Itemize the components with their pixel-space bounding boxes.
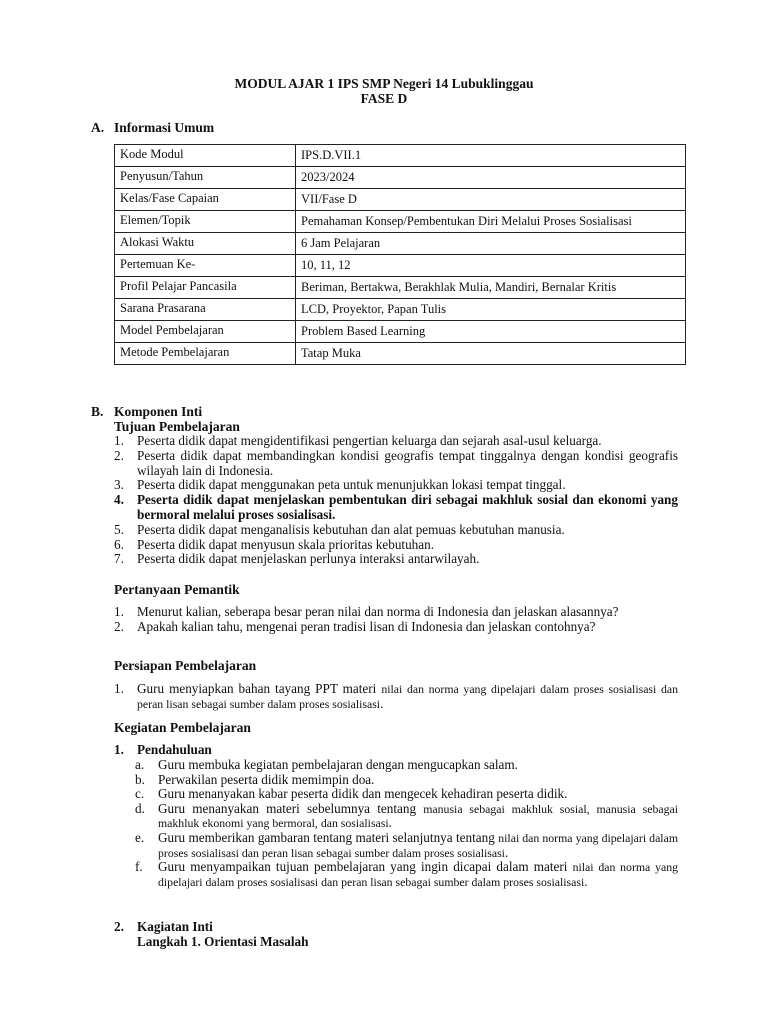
pendahuluan-item-text (158, 831, 678, 860)
persiapan-list (114, 682, 678, 712)
list-item-number: 7. (114, 551, 124, 567)
pendahuluan-item-letter: b. (135, 771, 145, 787)
info-key: Pertemuan Ke- (115, 255, 296, 277)
document-title: MODUL AJAR 1 IPS SMP Negeri 14 Lubuklinggau (234, 76, 534, 91)
pendahuluan-item-text (158, 802, 678, 831)
pendahuluan-item-text-part: Guru memberikan gambaran tentang materi selanjutnya tentang (158, 829, 499, 845)
langkah-title: Langkah 1. Orientasi Masalah (137, 933, 309, 949)
list-item-text: Peserta didik dapat menyusun skala prioritas kebutuhan. (137, 536, 435, 552)
info-row (115, 167, 686, 189)
info-key: Metode Pembelajaran (115, 343, 296, 365)
info-value: Problem Based Learning (296, 321, 686, 343)
list-item-number: 6. (114, 536, 124, 552)
list-item (114, 434, 678, 449)
info-row (115, 343, 686, 365)
inti-title: Kagiatan Inti (137, 919, 213, 934)
pendahuluan-num: 1. (114, 742, 124, 757)
pendahuluan-item-text-part: Guru membuka kegiatan pembelajaran dengan mengucapkan salam. (158, 757, 518, 772)
list-item-text (137, 682, 678, 712)
info-key: Elemen/Topik (115, 211, 296, 233)
list-item (114, 620, 678, 635)
list-item (114, 682, 678, 712)
pendahuluan-heading (114, 743, 678, 758)
list-item (114, 538, 678, 553)
section-b-title: Komponen Inti (114, 404, 203, 419)
pendahuluan-item (135, 773, 678, 788)
info-key: Kode Modul (115, 145, 296, 167)
pendahuluan-item-text-part: Guru menanyakan kabar peserta didik dan mengecek kehadiran peserta didik. (158, 786, 568, 802)
list-item-number: 4. (114, 492, 124, 508)
pendahuluan-item-letter: e. (135, 829, 145, 845)
info-row (115, 277, 686, 299)
info-row (115, 299, 686, 321)
list-item-text: Peserta didik dapat membandingkan kondisi geografis tempat tinggalnya dengan kondisi geografis wilayah lain di Indonesia. (137, 447, 678, 478)
section-a-letter: A. (91, 120, 105, 135)
pendahuluan-item (135, 860, 678, 889)
pendahuluan-item-text-part: nilai dan norma yang dipelajari dalam proses sosialisasi dan peran lisan sebagai sumber dalam proses sosialisasi (158, 860, 679, 889)
list-item-text-part: . (380, 695, 384, 711)
info-key: Model Pembelajaran (115, 321, 296, 343)
info-row (115, 255, 686, 277)
pendahuluan-item-text (158, 787, 678, 802)
pendahuluan-item-text-part: Guru menanyakan materi sebelumnya tentang (158, 800, 424, 816)
info-key: Kelas/Fase Capaian (115, 189, 296, 211)
section-b-heading (91, 404, 202, 420)
info-row (115, 233, 686, 255)
list-item-number: 2. (114, 447, 124, 463)
pendahuluan-item-text-part: nilai dan norma yang dipelajari dalam proses sosialisasi dan peran lisan sebagai sumber dalam proses sosialisasi (158, 830, 678, 860)
list-item-text: Peserta didik dapat menjelaskan pembentukan diri sebagai makhluk sosial dan ekonomi yang bermoral melalui proses sosialisasi. (137, 492, 678, 522)
list-item (114, 605, 678, 620)
list-item-text: Apakah kalian tahu, mengenai peran tradisi lisan di Indonesia dan jelaskan contohnya? (137, 618, 596, 634)
info-row (115, 211, 686, 233)
inti-num: 2. (114, 919, 124, 934)
pendahuluan-item (135, 787, 678, 802)
list-item-text: Peserta didik dapat menjelaskan perlunya interaksi antarwilayah. (137, 551, 480, 567)
section-a-title: Informasi Umum (114, 120, 215, 135)
info-value: Tatap Muka (296, 343, 686, 365)
inti-heading (114, 920, 678, 950)
pendahuluan-item-text-part: . (504, 844, 509, 860)
persiapan-heading: Persiapan Pembelajaran (114, 658, 257, 673)
info-key: Sarana Prasarana (115, 299, 296, 321)
info-key: Profil Pelajar Pancasila (115, 277, 296, 299)
list-item-text-part: Guru menyiapkan bahan tayang PPT materi (137, 681, 382, 696)
pendahuluan-item-text (158, 758, 678, 773)
pendahuluan-item-text-part: . (388, 815, 392, 831)
pendahuluan-item-letter: c. (135, 786, 145, 802)
pemantik-list (114, 605, 678, 635)
info-value: Beriman, Bertakwa, Berakhlak Mulia, Mandiri, Bernalar Kritis (296, 277, 686, 299)
list-item-text: Peserta didik dapat menggunakan peta untuk menunjukkan lokasi tempat tinggal. (137, 477, 566, 493)
list-item-number: 1. (114, 604, 124, 619)
pendahuluan-item-text-part: manusia sebagai makhluk sosial, manusia sebagai makhluk ekonomi yang bermoral, dan sosialisasi (158, 801, 678, 831)
pendahuluan-item-letter: f. (135, 859, 143, 875)
info-row (115, 189, 686, 211)
list-item (114, 449, 678, 479)
pendahuluan-title: Pendahuluan (137, 742, 212, 757)
pendahuluan-list (135, 758, 678, 889)
list-item-number: 1. (114, 433, 124, 448)
list-item (114, 552, 678, 567)
pendahuluan-item (135, 758, 678, 773)
info-row (115, 145, 686, 167)
tujuan-list (114, 434, 678, 567)
info-table (114, 144, 686, 365)
document-subtitle: FASE D (360, 91, 408, 106)
section-a-heading (91, 120, 214, 136)
list-item-number: 1. (114, 681, 124, 696)
list-item (114, 493, 678, 523)
list-item (114, 523, 678, 538)
pendahuluan-item (135, 831, 678, 860)
info-key: Penyusun/Tahun (115, 167, 296, 189)
list-item-text: Peserta didik dapat mengidentifikasi pengertian keluarga dan sejarah asal-usul keluarga. (137, 433, 602, 448)
list-item-number: 5. (114, 521, 124, 537)
pemantik-heading: Pertanyaan Pemantik (114, 582, 240, 597)
pendahuluan-item (135, 802, 678, 831)
list-item-number: 3. (114, 477, 124, 493)
info-value: IPS.D.VII.1 (296, 145, 686, 167)
info-key: Alokasi Waktu (115, 233, 296, 255)
tujuan-heading: Tujuan Pembelajaran (114, 419, 240, 434)
info-value: Pemahaman Konsep/Pembentukan Diri Melalui Proses Sosialisasi (296, 211, 686, 233)
pendahuluan-item-text (158, 860, 678, 889)
info-row (115, 321, 686, 343)
info-value: 6 Jam Pelajaran (296, 233, 686, 255)
list-item-text-part: nilai dan norma yang dipelajari dalam proses sosialisasi dan peran lisan sebagai sumber dalam proses sosialisasi (137, 682, 678, 711)
list-item-text: Peserta didik dapat menganalisis kebutuhan dan alat pemuas kebutuhan manusia. (137, 521, 565, 537)
pendahuluan-item-text-part: Perwakilan peserta didik memimpin doa. (158, 771, 375, 787)
list-item-number: 2. (114, 618, 124, 634)
pendahuluan-item-text (158, 773, 678, 788)
pendahuluan-item-letter: d. (135, 800, 145, 816)
list-item-text: Menurut kalian, seberapa besar peran nilai dan norma di Indonesia dan jelaskan alasannya? (137, 604, 619, 619)
info-value: LCD, Proyektor, Papan Tulis (296, 299, 686, 321)
info-value: 10, 11, 12 (296, 255, 686, 277)
info-value: VII/Fase D (296, 189, 686, 211)
info-value: 2023/2024 (296, 167, 686, 189)
section-b-letter: B. (91, 404, 104, 419)
pendahuluan-item-letter: a. (135, 757, 145, 772)
list-item (114, 478, 678, 493)
pendahuluan-item-text-part: . (584, 873, 588, 889)
pendahuluan-item-text-part: Guru menyampaikan tujuan pembelajaran yang ingin dicapai dalam materi (158, 859, 573, 875)
kegiatan-heading: Kegiatan Pembelajaran (114, 720, 251, 735)
